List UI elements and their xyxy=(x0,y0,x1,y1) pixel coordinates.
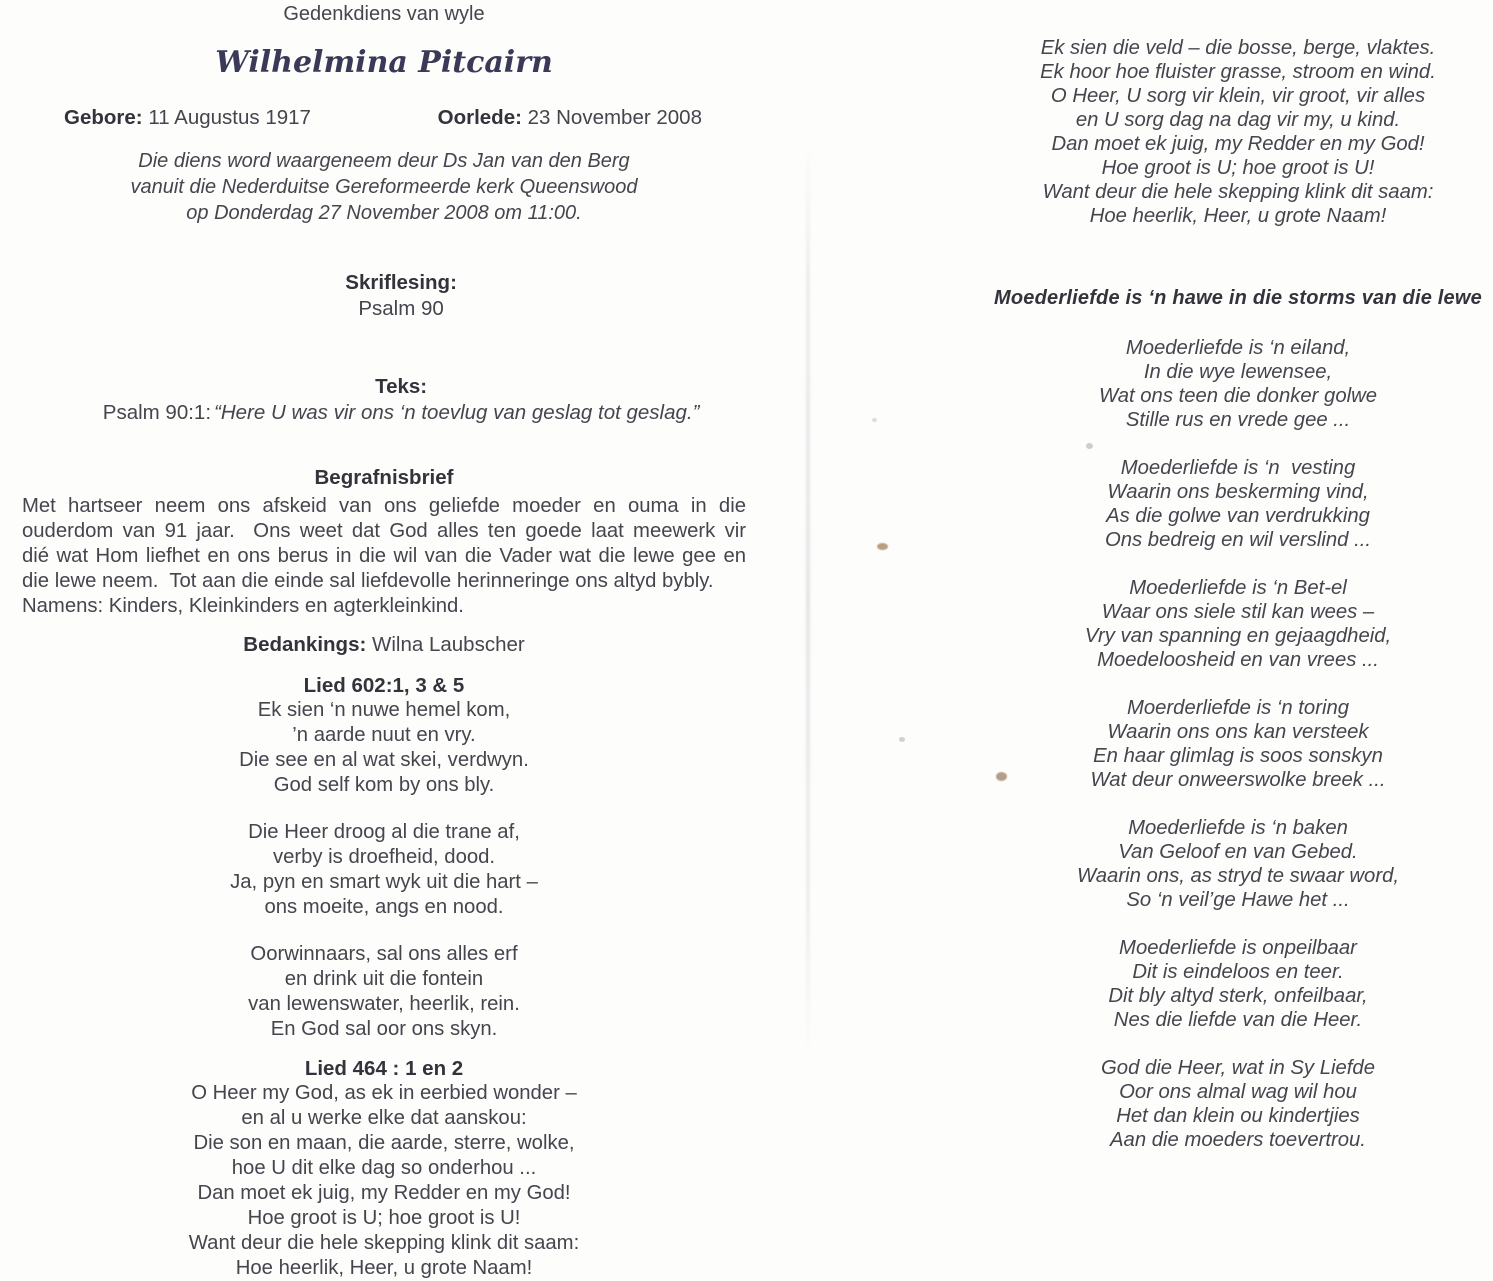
hymn-line: Die son en maan, die aarde, sterre, wolke, xyxy=(193,1132,575,1154)
poem-line: Ons bedreig en wil verslind ... xyxy=(1104,529,1372,551)
poem-line: Oor ons almal wag wil hou xyxy=(1119,1081,1357,1103)
hymn-line: Die see en al wat skei, verdwyn. xyxy=(239,749,529,771)
paragraph-line: die lewe neem. Tot aan die einde sal liefdevolle herinneringe ons altyd bybly. xyxy=(22,570,714,592)
hymn-line: Hoe groot is U; hoe groot is U! xyxy=(247,1207,521,1229)
died-entry xyxy=(438,106,702,130)
hymn-line: Hoe heerlik, Heer, u grote Naam! xyxy=(1089,205,1387,227)
died-value: 23 November 2008 xyxy=(527,106,702,129)
bedankings-label: Bedankings: xyxy=(243,633,367,656)
hymn-line: Hoe heerlik, Heer, u grote Naam! xyxy=(235,1257,533,1279)
poem-title: Moederliefde is ‘n hawe in die storms van die lewe xyxy=(994,287,1482,309)
scan-speck xyxy=(899,737,905,742)
hymn-line: O Heer my God, as ek in eerbied wonder – xyxy=(191,1082,577,1104)
hymn-line: ’n aarde nuut en vry. xyxy=(292,724,476,746)
hymn-line: Ek hoor hoe fluister grasse, stroom en wind. xyxy=(1040,61,1436,83)
hymn-line: ons moeite, angs en nood. xyxy=(264,896,504,918)
poem-line: Waarin ons, as stryd te swaar word, xyxy=(1077,865,1399,887)
died-label: Oorlede: xyxy=(437,106,522,129)
poem-line: Stille rus en vrede gee ... xyxy=(1125,409,1351,431)
born-value: 11 Augustus 1917 xyxy=(148,106,311,129)
hymn-602 xyxy=(22,673,746,1042)
poem-stanza-3 xyxy=(985,576,1491,672)
hymn-line: Dan moet ek juig, my Redder en my God! xyxy=(197,1182,571,1204)
hymn-line: en U sorg dag na dag vir my, u kind. xyxy=(1075,109,1401,131)
page-left xyxy=(22,2,746,1281)
bedankings-value: Wilna Laubscher xyxy=(372,633,525,656)
fold-crease xyxy=(806,140,810,1060)
hymn-602-stanza-3 xyxy=(22,942,746,1042)
poem-stanza-1 xyxy=(985,336,1491,432)
hymn-602-title: Lied 602:1, 3 & 5 xyxy=(303,674,465,697)
poem-line: Moerderliefde is ‘n toring xyxy=(1126,697,1350,719)
poem-line: God die Heer, wat in Sy Liefde xyxy=(1101,1057,1375,1079)
poem-stanza-4 xyxy=(985,696,1491,792)
poem-line: Vry van spanning en gejaagdheid, xyxy=(1084,625,1392,647)
hymn-464-stanza xyxy=(22,1081,746,1281)
paragraph-line: dié wat Hom liefhet en ons berus in die wil van die Vader wat die lewe gee en xyxy=(22,545,746,567)
hymn-line: Want deur die hele skepping klink dit saam: xyxy=(1042,181,1434,203)
hymn-line: Want deur die hele skepping klink dit saam: xyxy=(188,1232,580,1254)
paragraph-line: ouderdom van 91 jaar. Ons weet dat God alles ten goede laat meewerk vir xyxy=(22,520,746,542)
teks-line xyxy=(22,348,746,452)
hymn-602-stanza-2 xyxy=(22,820,746,920)
teks-reference: Psalm 90:1: xyxy=(102,401,212,424)
service-line: Die diens word waargeneem deur Ds Jan van den Berg xyxy=(138,150,630,172)
poem-line: Aan die moeders toevertrou. xyxy=(1110,1129,1366,1151)
poem-stanza-5 xyxy=(985,816,1491,912)
poem-line: Moederliefde is ‘n eiland, xyxy=(1125,337,1351,359)
scan-speck xyxy=(877,543,888,550)
skriflesing-label: Skriflesing: xyxy=(345,271,457,294)
poem-line: Moedeloosheid en van vrees ... xyxy=(1097,649,1379,671)
skriflesing-value: Psalm 90 xyxy=(358,297,444,320)
scripture-reading-block xyxy=(22,244,746,452)
poem-line: Het dan klein ou kindertjies xyxy=(1116,1105,1360,1127)
hymn-line: van lewenswater, heerlik, rein. xyxy=(248,993,520,1015)
poem-stanza-6 xyxy=(985,936,1491,1032)
hymn-602-stanza-1 xyxy=(22,698,746,798)
page-right xyxy=(985,12,1491,1152)
hymn-line: en al u werke elke dat aanskou: xyxy=(241,1107,527,1129)
hymn-line: Ja, pyn en smart wyk uit die hart – xyxy=(230,871,538,893)
poem-line: Nes die liefde van die Heer. xyxy=(1113,1009,1363,1031)
scan-speck xyxy=(1086,443,1093,449)
program-type-heading: Gedenkdiens van wyle xyxy=(283,3,485,25)
opening-hymn-stanza xyxy=(985,36,1491,228)
hymn-line: Ek sien ‘n nuwe hemel kom, xyxy=(257,699,511,721)
hymn-line: O Heer, U sorg vir klein, vir groot, vir alles xyxy=(1050,85,1426,107)
poem-line: Dit bly altyd sterk, onfeilbaar, xyxy=(1108,985,1368,1007)
hymn-line: God self kom by ons bly. xyxy=(273,774,495,796)
hymn-line: Oorwinnaars, sal ons alles erf xyxy=(250,943,518,965)
teks-quote: “Here U was vir ons ‘n toevlug van geslag tot geslag.” xyxy=(214,401,700,424)
scan-speck xyxy=(872,418,877,422)
poem-line: En haar glimlag is soos sonskyn xyxy=(1093,745,1383,767)
hymn-line: verby is droefheid, dood. xyxy=(272,846,496,868)
poem-line: Waarin ons ons kan versteek xyxy=(1107,721,1369,743)
poem-line: Van Geloof en van Gebed. xyxy=(1118,841,1358,863)
deceased-name: Wilhelmina Pitcairn xyxy=(215,45,553,80)
service-details xyxy=(22,148,746,226)
hymn-line: en drink uit die fontein xyxy=(284,968,484,990)
hymn-line: Ek sien die veld – die bosse, berge, vlaktes. xyxy=(1040,37,1436,59)
poem-line: Wat deur onweerswolke breek ... xyxy=(1090,769,1386,791)
poem-line: As die golwe van verdrukking xyxy=(1106,505,1370,527)
hymn-line: Die Heer droog al die trane af, xyxy=(248,821,520,843)
paragraph-line: Met hartseer neem ons afskeid van ons geliefde moeder en ouma in die xyxy=(22,495,746,517)
hymn-line: Hoe groot is U; hoe groot is U! xyxy=(1101,157,1375,179)
poem-line: Moederliefde is ‘n vesting xyxy=(1120,457,1356,479)
hymn-line: Dan moet ek juig, my Redder en my God! xyxy=(1051,133,1425,155)
born-label: Gebore: xyxy=(64,106,143,129)
poem-line: So ‘n veil’ge Hawe het ... xyxy=(1126,889,1350,911)
hymn-464-title: Lied 464 : 1 en 2 xyxy=(304,1057,464,1080)
poem-line: In die wye lewensee, xyxy=(1143,361,1333,383)
begrafnisbrief-paragraph xyxy=(22,494,746,594)
birth-death-row xyxy=(22,106,746,130)
begrafnisbrief-heading: Begrafnisbrief xyxy=(314,466,454,489)
teks-label: Teks: xyxy=(375,375,428,398)
poem-line: Moederliefde is onpeilbaar xyxy=(1119,937,1357,959)
poem-line: Waar ons siele stil kan wees – xyxy=(1101,601,1375,623)
poem-line: Dit is eindeloos en teer. xyxy=(1132,961,1344,983)
skriflesing-line xyxy=(22,244,746,348)
poem-line: Waarin ons beskerming vind, xyxy=(1107,481,1369,503)
hymn-464 xyxy=(22,1056,746,1281)
poem-line: Moederliefde is ‘n baken xyxy=(1128,817,1348,839)
poem-stanza-7 xyxy=(985,1056,1491,1152)
born-entry xyxy=(64,106,311,130)
poem-line: Moederliefde is ‘n Bet-el xyxy=(1129,577,1347,599)
hymn-line: hoe U dit elke dag so onderhou ... xyxy=(231,1157,537,1179)
hymn-line: En God sal oor ons skyn. xyxy=(270,1018,498,1040)
poem-line: Wat ons teen die donker golwe xyxy=(1098,385,1378,407)
namens-line: Namens: Kinders, Kleinkinders en agterkleinkind. xyxy=(22,595,464,617)
service-line: op Donderdag 27 November 2008 om 11:00. xyxy=(186,202,582,224)
poem-stanza-2 xyxy=(985,456,1491,552)
scan-speck xyxy=(996,772,1007,781)
service-line: vanuit die Nederduitse Gereformeerde kerk Queenswood xyxy=(130,176,638,198)
bedankings-line xyxy=(22,633,746,657)
